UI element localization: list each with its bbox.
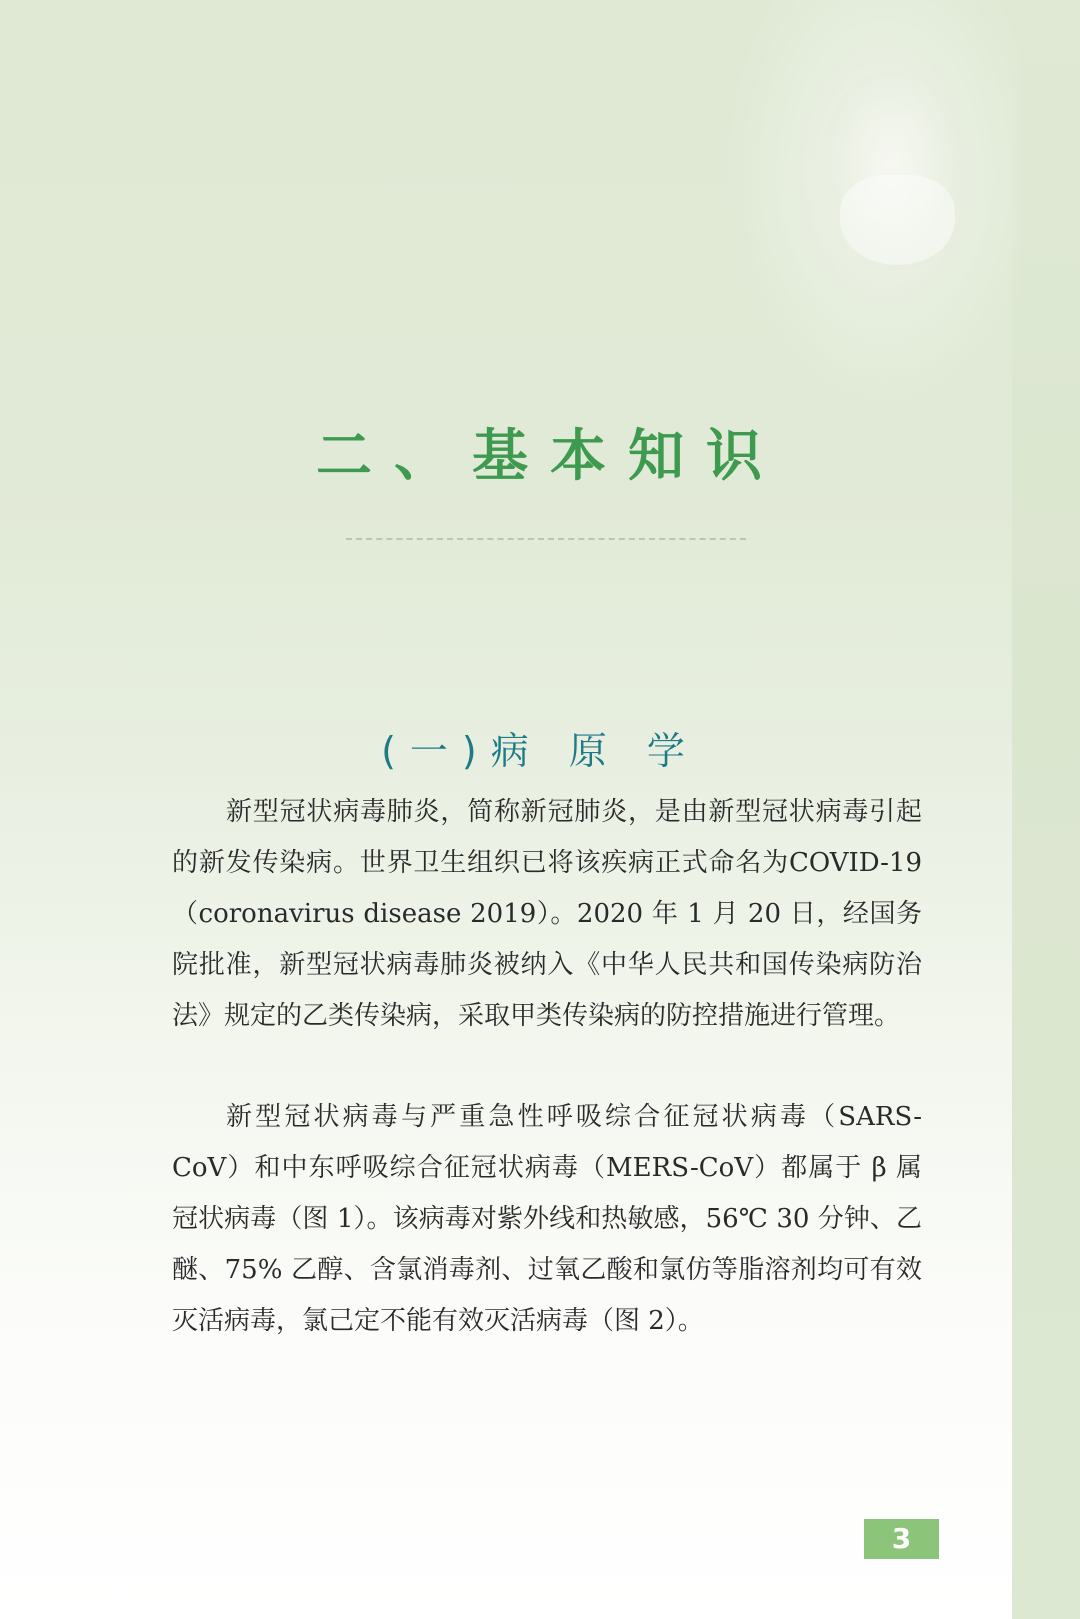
chapter-title: 二、基本知识 bbox=[316, 423, 784, 489]
page-number-badge: 3 bbox=[864, 1519, 939, 1559]
paragraph-2: 新型冠状病毒与严重急性呼吸综合征冠状病毒（SARS-CoV）和中东呼吸综合征冠状病毒（MERS-CoV）都属于 β 属冠状病毒（图 1）。该病毒对紫外线和热敏感，56℃ 30 分钟、乙醚、75% 乙醇、含氯消毒剂、过氧乙酸和氯仿等脂溶剂均可有效灭活病毒，氯己定不能有效灭活病毒（图 2）。 bbox=[172, 1102, 922, 1336]
paragraph-1: 新型冠状病毒肺炎，简称新冠肺炎，是由新型冠状病毒引起的新发传染病。世界卫生组织已将该疾病正式命名为COVID-19（coronavirus disease 2019）。2020 年 1 月 20 日，经国务院批准，新型冠状病毒肺炎被纳入《中华人民共和国传染病防治法》规定的乙类传染病，采取甲类传染病的防控措施进行管理。 bbox=[172, 797, 922, 1031]
dashed-divider bbox=[346, 538, 746, 540]
side-strip bbox=[1012, 0, 1080, 1619]
face-mask-image bbox=[840, 175, 955, 265]
section-title: (一)病 原 学 bbox=[381, 729, 699, 773]
